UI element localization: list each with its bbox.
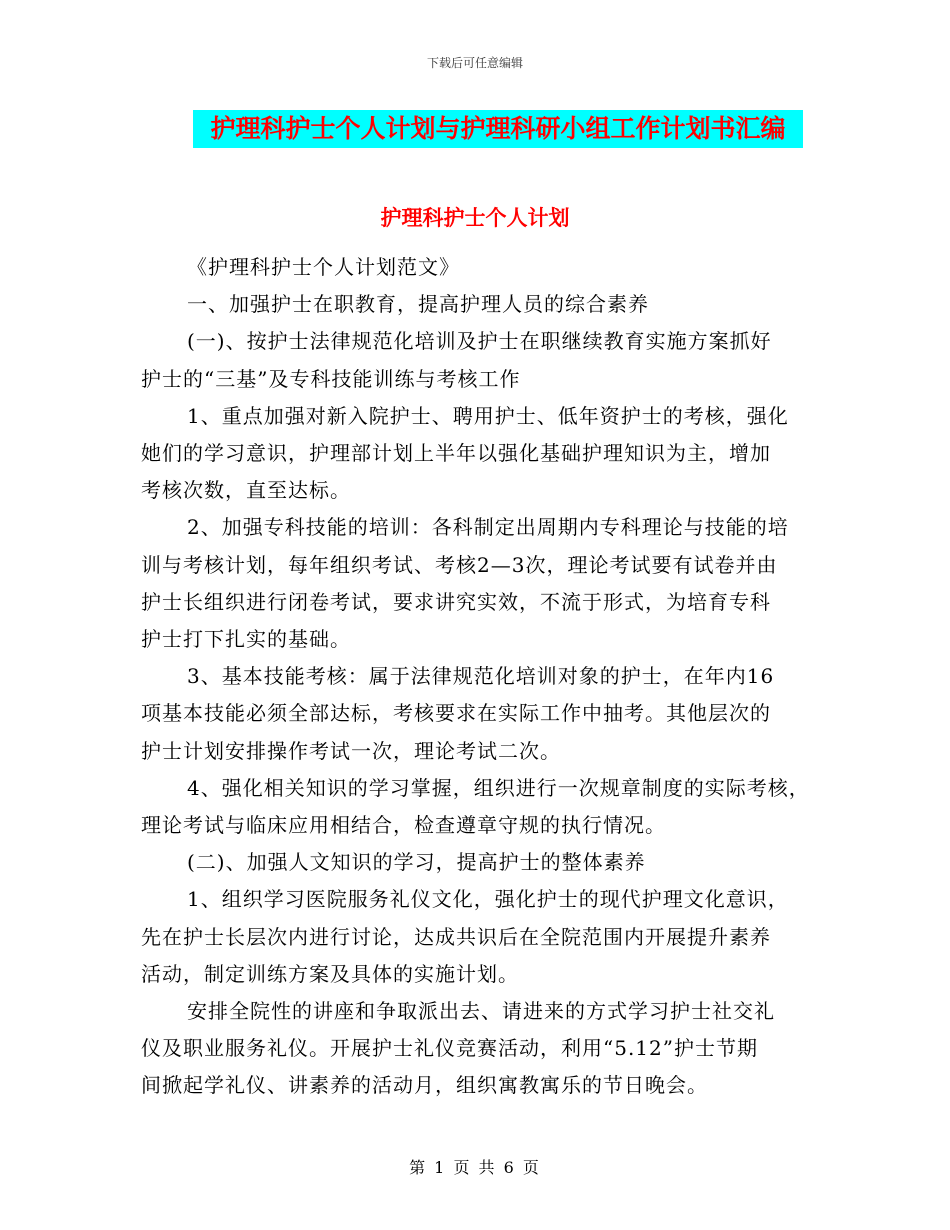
paragraph — [141, 509, 831, 658]
paragraph-line: 她们的学习意识，护理部计划上半年以强化基础护理知识为主，增加 — [141, 441, 771, 466]
paragraph-line: 1、组织学习医院服务礼仪文化，强化护士的现代护理文化意识， — [187, 887, 789, 912]
section-title: 护理科护士个人计划 — [380, 205, 570, 230]
paragraph — [141, 658, 831, 770]
paragraph-line: 3、基本技能考核：属于法律规范化培训对象的护士，在年内16 — [187, 664, 775, 689]
paragraph-line: 理论考试与临床应用相结合，检查遵章守规的执行情况。 — [141, 813, 666, 838]
paragraph — [141, 770, 831, 844]
paragraph-line: 《护理科护士个人计划范文》 — [187, 255, 460, 279]
paragraph — [141, 398, 831, 510]
paragraph — [141, 286, 831, 323]
paragraph — [141, 881, 831, 993]
paragraph-line: 2、加强专科技能的培训：各科制定出周期内专科理论与技能的培 — [187, 515, 789, 540]
paragraph-line: (二)、加强人文知识的学习，提高护士的整体素养 — [187, 850, 646, 875]
paragraph-line: 护士长组织进行闭卷考试，要求讲究实效，不流于形式，为培育专科 — [141, 589, 771, 614]
document-title: 护理科护士个人计划与护理科研小组工作计划书汇编 — [210, 114, 786, 143]
paragraph-line: 护士打下扎实的基础。 — [141, 627, 351, 652]
paragraph — [141, 323, 831, 397]
paragraph-line: 护士计划安排操作考试一次，理论考试二次。 — [141, 738, 561, 763]
paragraph-line: (一)、按护士法律规范化培训及护士在职继续教育实施方案抓好 — [187, 329, 772, 354]
paragraph-line: 护士的“三基”及专科技能训练与考核工作 — [141, 366, 521, 391]
document-body — [141, 249, 831, 1105]
paragraph-line: 项基本技能必须全部达标，考核要求在实际工作中抽考。其他层次的 — [141, 701, 771, 726]
paragraph-line: 安排全院性的讲座和争取派出去、请进来的方式学习护士社交礼 — [187, 999, 775, 1024]
paragraph-line: 仪及职业服务礼仪。开展护士礼仪竞赛活动，利用“5.12”护士节期 — [141, 1036, 758, 1061]
paragraph — [141, 249, 831, 286]
paragraph-line: 训与考核计划，每年组织考试、考核2—3次，理论考试要有试卷并由 — [141, 552, 778, 577]
paragraph-line: 活动，制定训练方案及具体的实施计划。 — [141, 961, 519, 986]
document-title-highlight — [193, 110, 803, 148]
paragraph-line: 考核次数，直至达标。 — [141, 478, 351, 503]
paragraph — [141, 993, 831, 1105]
paragraph-line: 一、加强护士在职教育，提高护理人员的综合素养 — [187, 292, 649, 317]
paragraph-line: 1、重点加强对新入院护士、聘用护士、低年资护士的考核，强化 — [187, 403, 789, 428]
paragraph-line: 间掀起学礼仪、讲素养的活动月，组织寓教寓乐的节日晚会。 — [141, 1073, 708, 1098]
page-footer: 第 1 页 共 6 页 — [409, 1158, 541, 1177]
header-note: 下载后可任意编辑 — [426, 56, 523, 70]
paragraph-line: 先在护士长层次内进行讨论，达成共识后在全院范围内开展提升素养 — [141, 924, 771, 949]
paragraph-line: 4、强化相关知识的学习掌握，组织进行一次规章制度的实际考核， — [187, 775, 810, 800]
paragraph — [141, 844, 831, 881]
